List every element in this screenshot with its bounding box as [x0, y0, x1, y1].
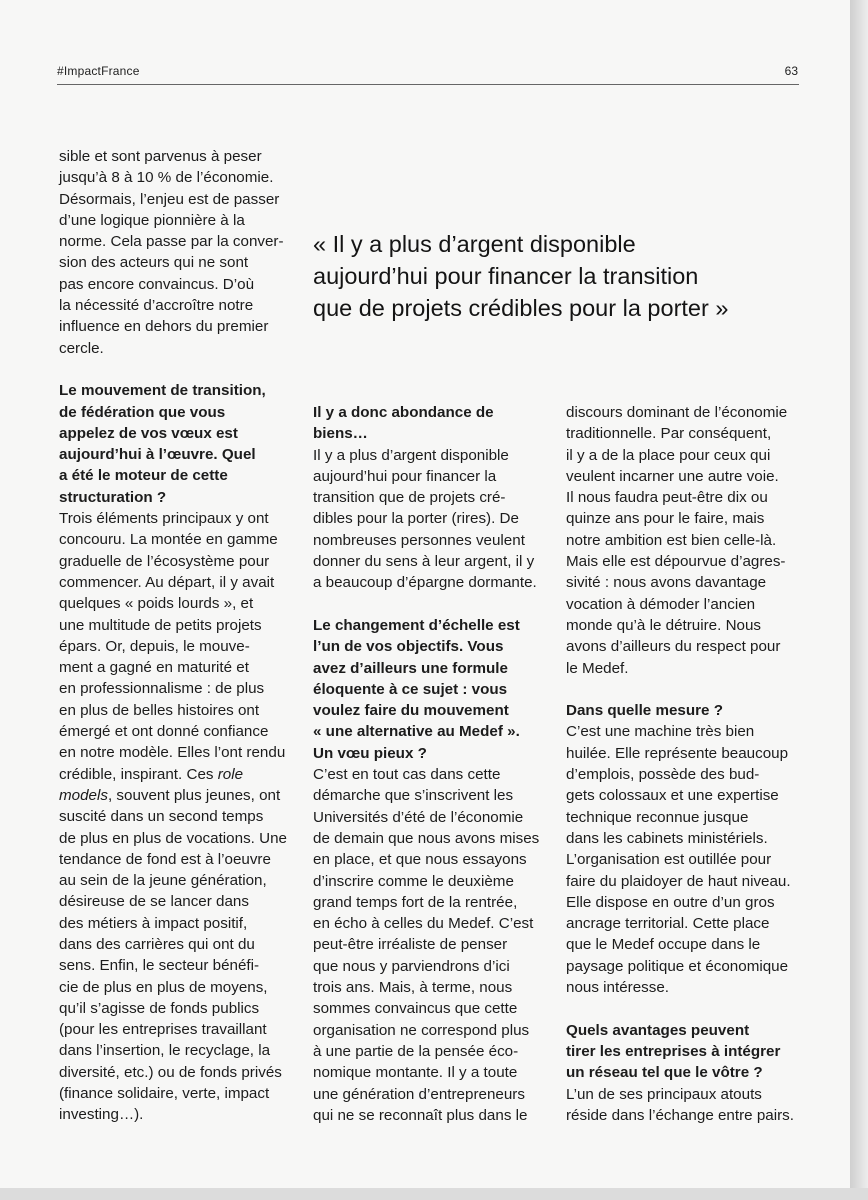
text-line: donner du sens à leur argent, il y — [313, 553, 535, 571]
text-line: épars. Or, depuis, le mouve- — [59, 637, 250, 655]
text-line: peut-être irréaliste de penser — [313, 936, 508, 954]
text-line: nous intéresse. — [566, 979, 669, 997]
text-line: des métiers à impact positif, — [59, 914, 248, 932]
text-line: qui ne se reconnaît plus dans le — [313, 1106, 528, 1124]
text-line: Trois éléments principaux y ont — [59, 510, 269, 528]
question-line: a été le moteur de cette — [59, 467, 228, 485]
text-line: monde qu’à le détruire. Nous — [566, 616, 762, 634]
question-line: tirer les entreprises à intégrer — [566, 1042, 781, 1060]
text-line: en écho à celles du Medef. C’est — [313, 915, 534, 933]
text-line: de demain que nous avons mises — [313, 829, 540, 847]
text-line: C’est une machine très bien — [566, 723, 755, 741]
text-line: grand temps fort de la rentrée, — [313, 893, 518, 911]
text-line: paysage politique et économique — [566, 957, 789, 975]
text-line: sommes convaincus que cette — [313, 1000, 518, 1018]
interview-answer — [313, 445, 545, 594]
text-line: d’inscrire comme le deuxième — [313, 872, 514, 890]
text-line: nomique montante. Il y a toute — [313, 1064, 518, 1082]
text-line: sens. Enfin, le secteur bénéfi- — [59, 957, 260, 975]
question-line: Quels avantages peuvent — [566, 1021, 750, 1039]
paragraph-gap — [313, 594, 545, 615]
text-line: traditionnelle. Par conséquent, — [566, 425, 772, 443]
text-line: ment a gagné en maturité et — [59, 659, 249, 677]
text-line: C’est en tout cas dans cette — [313, 766, 501, 784]
text-line: sion des acteurs qui ne sont — [59, 254, 249, 272]
text-line: Elle dispose en outre d’un gros — [566, 893, 775, 911]
column-3 — [566, 402, 800, 1126]
interview-answer — [566, 721, 800, 998]
text-line: gets colossaux et une expertise — [566, 787, 779, 805]
text-line: graduelle de l’écosystème pour — [59, 552, 270, 570]
text-line: influence en dehors du premier — [59, 318, 269, 336]
text-line: commencer. Au départ, il y avait — [59, 573, 275, 591]
question-line: Un vœu pieux ? — [313, 744, 427, 762]
pull-quote-line: que de projets crédibles pour la porter » — [313, 295, 729, 321]
question-line: aujourd’hui à l’œuvre. Quel — [59, 446, 256, 464]
text-line: Il nous faudra peut-être dix ou — [566, 489, 768, 507]
text-line: d’emplois, possède des bud- — [566, 766, 760, 784]
intro-paragraph — [59, 146, 291, 359]
text-line: huilée. Elle représente beaucoup — [566, 744, 789, 762]
question-line: biens… — [313, 425, 368, 443]
column-2 — [313, 402, 545, 1126]
text-span: crédible, inspirant. Ces — [59, 765, 214, 783]
text-line: L’organisation est outillée pour — [566, 851, 772, 869]
interview-question — [313, 615, 545, 764]
text-line: au sein de la jeune génération, — [59, 872, 267, 890]
text-line: que nous y parviendrons d’ici — [313, 957, 510, 975]
text-line: faire du plaidoyer de haut niveau. — [566, 872, 791, 890]
paragraph-gap — [59, 359, 291, 380]
text-line: dibles pour la porter (rires). De — [313, 510, 519, 528]
italic-term: models — [59, 786, 108, 804]
text-line: diversité, etc.) ou de fonds privés — [59, 1063, 282, 1081]
interview-question — [313, 402, 545, 445]
text-line: de plus en plus de vocations. Une — [59, 829, 287, 847]
text-line: (pour les entreprises travaillant — [59, 1021, 267, 1039]
text-line: Désormais, l’enjeu est de passer — [59, 190, 280, 208]
text-line: sible et sont parvenus à peser — [59, 148, 262, 165]
page-edge-shadow — [850, 0, 868, 1200]
interview-question — [566, 700, 800, 721]
text-line: il y a de la place pour ceux qui — [566, 446, 771, 464]
text-line: avons d’ailleurs du respect pour — [566, 638, 781, 656]
text-line: vocation à démoder l’ancien — [566, 595, 756, 613]
page-number: 63 — [784, 64, 798, 78]
text-line: investing…). — [59, 1106, 144, 1124]
paragraph-gap — [566, 679, 800, 700]
text-line: désireuse de se lancer dans — [59, 893, 249, 911]
text-line: tendance de fond est à l’oeuvre — [59, 850, 271, 868]
text-line: Universités d’été de l’économie — [313, 808, 524, 826]
interview-answer — [566, 1084, 800, 1127]
text-line: qu’il s’agisse de fonds publics — [59, 999, 260, 1017]
text-line: que le Medef occupe dans le — [566, 936, 761, 954]
text-line: (finance solidaire, verte, impact — [59, 1085, 270, 1103]
question-line: Le changement d’échelle est — [313, 616, 520, 634]
column-1 — [59, 146, 291, 1126]
text-line: norme. Cela passe par la conver- — [59, 233, 284, 251]
text-line: technique reconnue jusque — [566, 808, 749, 826]
text-line: émergé et ont donné confiance — [59, 723, 269, 741]
text-line: à une partie de la pensée éco- — [313, 1042, 519, 1060]
text-line: dans les cabinets ministériels. — [566, 829, 768, 847]
text-line: a beaucoup d’épargne dormante. — [313, 574, 537, 592]
interview-answer — [59, 508, 291, 1126]
interview-answer — [313, 764, 545, 1126]
question-line: avez d’ailleurs une formule — [313, 659, 508, 677]
text-line: aujourd’hui pour financer la — [313, 467, 497, 485]
question-line: éloquente à ce sujet : vous — [313, 680, 508, 698]
text-span: , souvent plus jeunes, ont — [107, 786, 281, 804]
text-line: réside dans l’échange entre pairs. — [566, 1106, 794, 1124]
question-line: Dans quelle mesure ? — [566, 702, 723, 720]
text-line: une génération d’entrepreneurs — [313, 1085, 525, 1103]
text-line: une multitude de petits projets — [59, 616, 262, 634]
pull-quote — [313, 228, 813, 324]
text-line — [59, 785, 291, 806]
text-line: nombreuses personnes veulent — [313, 531, 525, 549]
question-line: « une alternative au Medef ». — [313, 723, 520, 741]
interview-question — [59, 380, 291, 508]
text-line — [59, 764, 291, 785]
text-line: pas encore convaincus. D’où — [59, 275, 255, 293]
question-line: voulez faire du mouvement — [313, 702, 509, 720]
text-line: transition que de projets cré- — [313, 489, 506, 507]
text-line: le Medef. — [566, 659, 629, 677]
text-line: en professionnalisme : de plus — [59, 680, 265, 698]
question-line: Il y a donc abondance de — [313, 404, 494, 421]
text-line: organisation ne correspond plus — [313, 1021, 530, 1039]
page-bottom-edge — [0, 1188, 868, 1200]
text-line: démarche que s’inscrivent les — [313, 787, 514, 805]
pull-quote-line: aujourd’hui pour financer la transition — [313, 263, 699, 289]
text-line: Il y a plus d’argent disponible — [313, 446, 509, 464]
text-line: jusqu’à 8 à 10 % de l’économie. — [59, 169, 274, 187]
text-line: la nécessité d’accroître notre — [59, 297, 254, 315]
text-line: L’un de ses principaux atouts — [566, 1085, 762, 1103]
text-line: trois ans. Mais, à terme, nous — [313, 979, 513, 997]
text-line: d’une logique pionnière à la — [59, 211, 245, 229]
text-line: quelques « poids lourds », et — [59, 595, 254, 613]
text-line: dans l’insertion, le recyclage, la — [59, 1042, 271, 1060]
text-line: concouru. La montée en gamme — [59, 531, 278, 549]
question-line: Le mouvement de transition, — [59, 382, 266, 400]
question-line: de fédération que vous — [59, 403, 226, 421]
text-line: cercle. — [59, 339, 104, 357]
text-line: en plus de belles histoires ont — [59, 701, 260, 719]
italic-term: role — [217, 765, 244, 783]
interview-answer — [566, 402, 800, 679]
text-line: notre ambition est bien celle-là. — [566, 531, 777, 549]
text-line: discours dominant de l’économie — [566, 404, 788, 421]
interview-question — [566, 1020, 800, 1084]
text-line: ancrage territorial. Cette place — [566, 915, 770, 933]
text-line: veulent incarner une autre voie. — [566, 467, 779, 485]
text-line: en place, et que nous essayons — [313, 851, 527, 869]
text-line: cie de plus en plus de moyens, — [59, 978, 268, 996]
question-line: un réseau tel que le vôtre ? — [566, 1064, 763, 1082]
text-line: en notre modèle. Elles l’ont rendu — [59, 744, 286, 762]
question-line: appelez de vos vœux est — [59, 424, 238, 442]
text-line: suscité dans un second temps — [59, 808, 264, 826]
text-line: dans des carrières qui ont du — [59, 935, 255, 953]
text-line: sivité : nous avons davantage — [566, 574, 767, 592]
pull-quote-line: « Il y a plus d’argent disponible — [313, 231, 636, 257]
paragraph-gap — [566, 998, 800, 1019]
question-line: structuration ? — [59, 488, 167, 506]
text-line: Mais elle est dépourvue d’agres- — [566, 553, 786, 571]
question-line: l’un de vos objectifs. Vous — [313, 638, 504, 656]
header-rule — [57, 84, 799, 85]
running-head-hashtag: #ImpactFrance — [57, 64, 140, 78]
text-line: quinze ans pour le faire, mais — [566, 510, 765, 528]
